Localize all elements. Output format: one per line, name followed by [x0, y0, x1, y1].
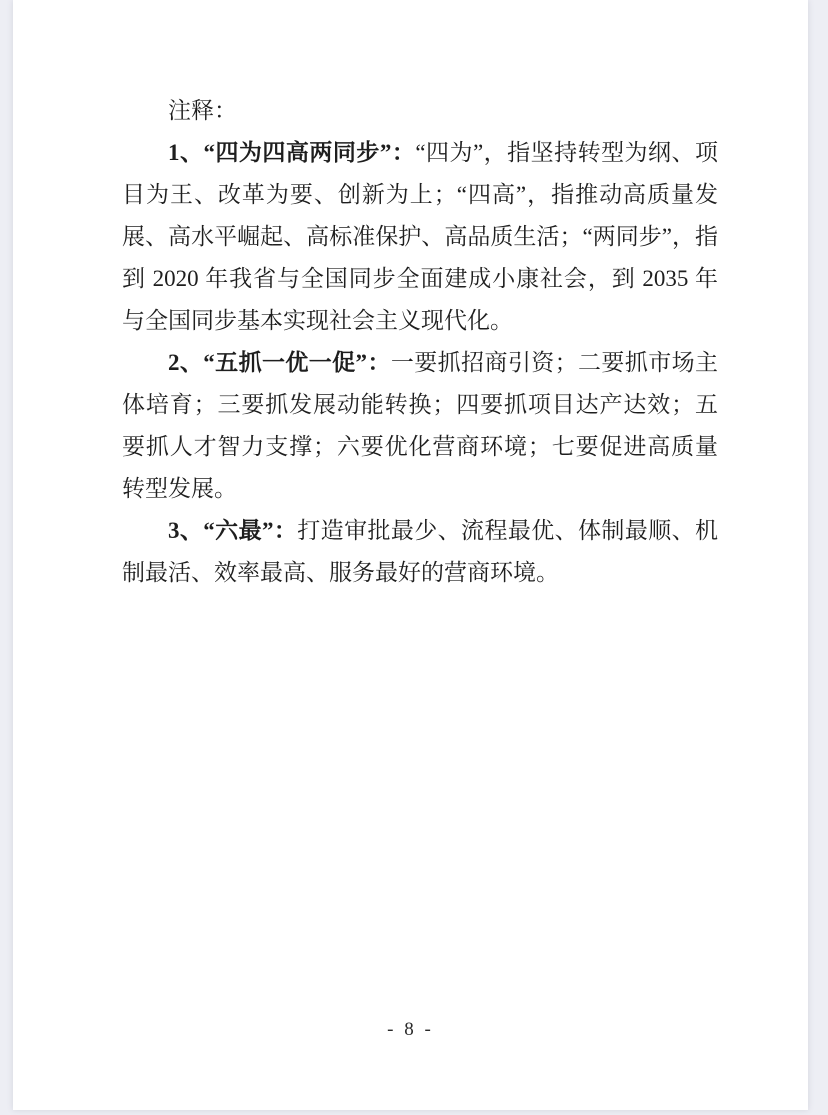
page-number: - 8 -: [387, 1019, 434, 1040]
note-2-term: 2、“五抓一优一促”：: [168, 350, 391, 375]
notes-heading: 注释：: [168, 98, 237, 123]
note-1-body: “四为”，指坚持转型为纲、项目为王、改革为要、创新为上；“四高”，指推动高质量发展、高水平崛起、高标准保护、高品质生活；“两同步”，指到 2020 年我省与全国同步全面建成小康社会，到 2035 年与全国同步基本实现社会主义现代化。: [122, 140, 719, 333]
note-2-body: 一要抓招商引资；二要抓市场主体培育；三要抓发展动能转换；四要抓项目达产达效；五要抓人才智力支撑；六要优化营商环境；七要促进高质量转型发展。: [122, 350, 719, 501]
note-paragraph-3: [122, 510, 718, 594]
note-3-body: 打造审批最少、流程最优、体制最顺、机制最活、效率最高、服务最好的营商环境。: [122, 518, 719, 585]
note-1-term: 1、“四为四高两同步”：: [168, 140, 416, 165]
note-paragraph-2: [122, 342, 718, 510]
document-page: [13, 0, 808, 1110]
note-paragraph-1: [122, 132, 718, 342]
document-content: [122, 90, 718, 594]
note-3-term: 3、“六最”：: [168, 518, 298, 543]
